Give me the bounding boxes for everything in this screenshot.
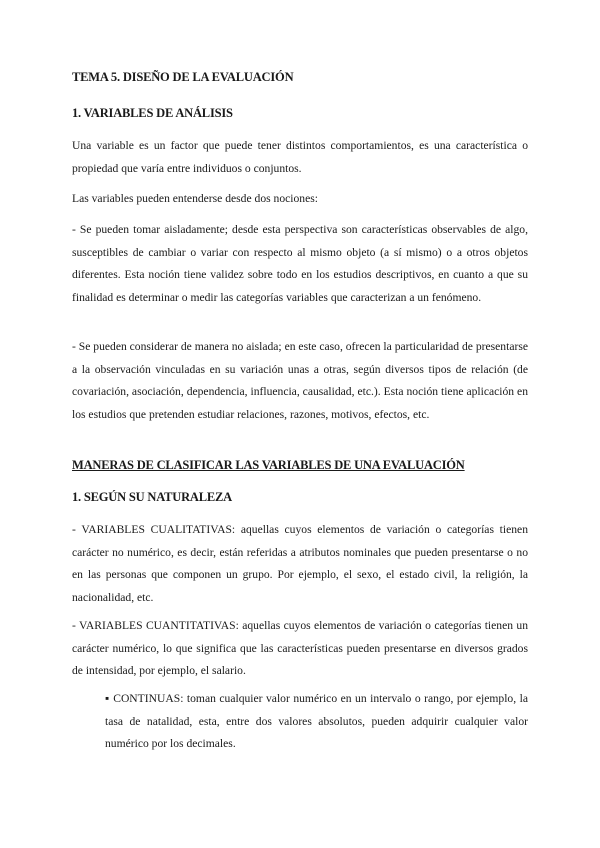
classification-heading: MANERAS DE CLASIFICAR LAS VARIABLES DE UNA EVALUACIÓN bbox=[72, 458, 465, 472]
paragraph-notion-related: - Se pueden considerar de manera no aislada; en este caso, ofrecen la particularidad de presentarse a la observación vinculadas en su variación unas a otras, según diversos tipos de relación (de covariación, asociación, dependencia, influencia, causalidad, etc.). Esta noción tiene aplicación en los estudios que pretenden estudiar relaciones, razones, motivos, efectos, etc. bbox=[72, 340, 528, 422]
paragraph-notion-isolated: - Se pueden tomar aisladamente; desde esta perspectiva son características observables de algo, susceptibles de cambiar o variar con respecto al mismo objeto (a sí mismo) o a otros objetos diferentes. Esta noción tiene validez sobre todo en los estudios descriptivos, en cuanto a que su finalidad es determinar o medir las categorías variables que caracterizan a un fenómeno. bbox=[72, 223, 528, 305]
paragraph-qualitative: - VARIABLES CUALITATIVAS: aquellas cuyos elementos de variación o categorías tienen carácter no numérico, es decir, están referidas a atributos nominales que pueden presentarse o no en las personas que componen un grupo. Por ejemplo, el sexo, el estado civil, la religión, la nacionalidad, etc. bbox=[72, 523, 528, 605]
paragraph-quantitative: - VARIABLES CUANTITATIVAS: aquellas cuyos elementos de variación o categorías tienen un carácter numérico, lo que significa que las características pueden presentarse en diversos grados de intensidad, por ejemplo, el salario. bbox=[72, 619, 528, 678]
section-heading-naturaleza: 1. SEGÚN SU NATURALEZA bbox=[72, 490, 232, 504]
section-heading-variables: 1. VARIABLES DE ANÁLISIS bbox=[72, 106, 233, 120]
bullet-continuous: ▪ CONTINUAS: toman cualquier valor numérico en un intervalo o rango, por ejemplo, la tasa de natalidad, esta, entre dos valores absolutos, pueden adquirir cualquier valor numérico por los decimales. bbox=[105, 692, 528, 751]
paragraph-definition: Una variable es un factor que puede tener distintos comportamientos, es una característica o propiedad que varía entre individuos o conjuntos. bbox=[72, 139, 528, 175]
paragraph-intro: Las variables pueden entenderse desde dos nociones: bbox=[72, 192, 318, 205]
document-title: TEMA 5. DISEÑO DE LA EVALUACIÓN bbox=[72, 70, 294, 84]
